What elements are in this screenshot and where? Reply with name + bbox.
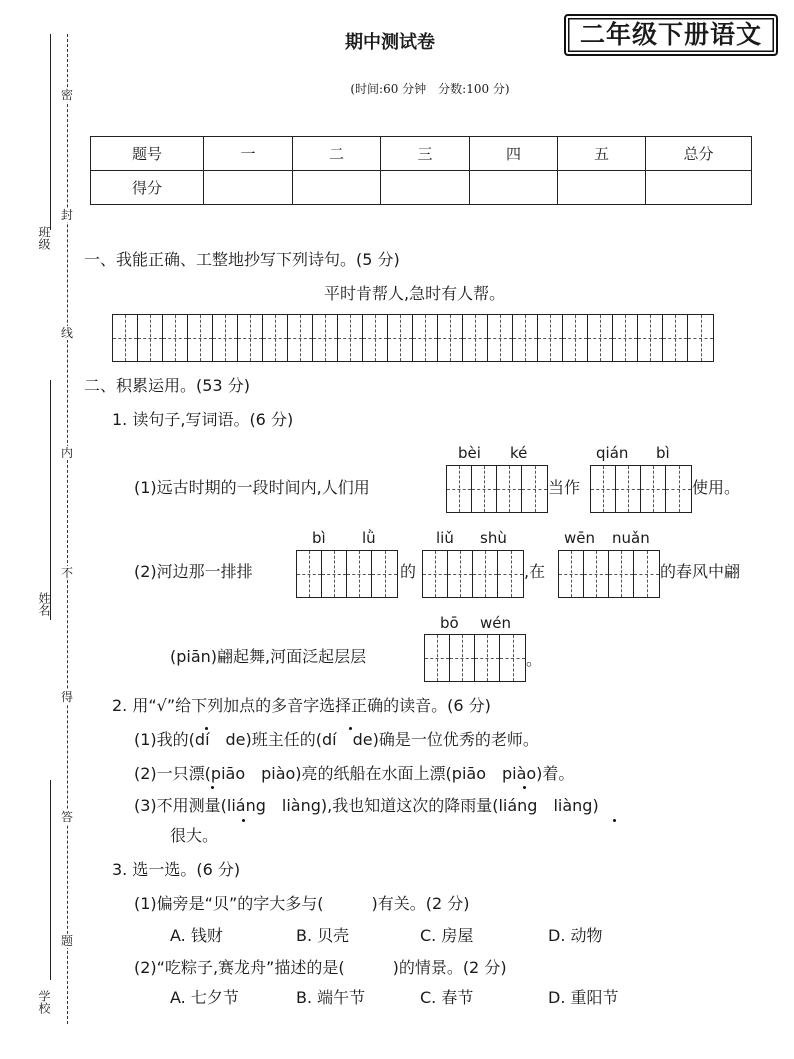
- margin-line: [50, 34, 51, 230]
- sentence-1-part-a: (1)远古时期的一段时间内,人们用: [134, 478, 370, 497]
- seal-char: 内: [60, 446, 73, 460]
- exam-meta: (时间:60 分钟 分数:100 分): [350, 82, 510, 96]
- pinyin: nuǎn: [612, 529, 650, 547]
- option-b[interactable]: B. 贝壳: [296, 926, 350, 945]
- score-row-label: 得分: [91, 171, 204, 205]
- answer-grid-beike[interactable]: [446, 465, 548, 513]
- pinyin: bō: [440, 614, 459, 632]
- copy-writing-grid[interactable]: [112, 314, 714, 362]
- cut-line: [67, 34, 68, 1024]
- option-c[interactable]: C. 房屋: [420, 926, 474, 945]
- part-1-title: 1. 读句子,写词语。(6 分): [112, 410, 294, 429]
- emphasis-dot: [349, 727, 352, 730]
- score-input-cell[interactable]: [646, 171, 752, 205]
- seal-char: 封: [60, 208, 73, 222]
- sentence-2-part-a: (2)河边那一排排: [134, 562, 253, 581]
- score-table-score-row: [91, 171, 752, 205]
- sentence-1-part-b: 当作: [548, 478, 581, 497]
- sentence-3-part-b: 。: [526, 650, 543, 669]
- polyphone-line-3: (3)不用测量(liáng liàng),我也知道这次的降雨量(liáng liàng): [134, 796, 599, 815]
- score-header-cell: 二: [293, 137, 381, 171]
- sentence-2-part-c: ,在: [524, 562, 546, 581]
- pinyin: bì: [312, 529, 326, 547]
- emphasis-dot: [613, 819, 616, 822]
- score-table: [90, 136, 752, 205]
- polyphone-line-2: (2)一只漂(piāo piào)亮的纸船在水面上漂(piāo piào)着。: [134, 764, 575, 783]
- pinyin: bì: [656, 444, 670, 462]
- class-field-label: 班级: [37, 226, 51, 250]
- score-header-cell: 四: [470, 137, 558, 171]
- option-d[interactable]: D. 动物: [548, 926, 603, 945]
- part-3-title: 3. 选一选。(6 分): [112, 860, 241, 879]
- page-title: 期中测试卷: [345, 32, 435, 53]
- pinyin: ké: [510, 444, 528, 462]
- answer-grid-bilu[interactable]: [296, 550, 398, 598]
- sentence-1-part-c: 使用。: [692, 478, 741, 497]
- score-header-cell: 总分: [646, 137, 752, 171]
- polyphone-line-1: (1)我的(dí de)班主任的(dí de)确是一位优秀的老师。: [134, 730, 539, 749]
- option-d[interactable]: D. 重阳节: [548, 988, 619, 1007]
- score-header-cell: 一: [204, 137, 293, 171]
- emphasis-dot: [523, 786, 526, 789]
- pinyin: qián: [596, 444, 629, 462]
- margin-line: [50, 380, 51, 620]
- option-a[interactable]: A. 钱财: [170, 926, 223, 945]
- seal-char: 答: [60, 810, 73, 824]
- pinyin: shù: [480, 529, 507, 547]
- margin-line: [50, 780, 51, 980]
- seal-char: 题: [60, 934, 73, 948]
- seal-char: 不: [60, 566, 73, 580]
- choice-question-1: (1)偏旁是“贝”的字大多与( )有关。(2 分): [134, 894, 470, 913]
- emphasis-dot: [205, 727, 208, 730]
- score-input-cell[interactable]: [204, 171, 293, 205]
- pinyin: lǜ: [362, 529, 376, 547]
- seal-char: 线: [60, 326, 73, 340]
- pinyin: bèi: [458, 444, 481, 462]
- answer-grid-wennuan[interactable]: [558, 550, 660, 598]
- sentence-2-part-b: 的: [400, 562, 417, 581]
- emphasis-dot: [211, 786, 214, 789]
- option-a[interactable]: A. 七夕节: [170, 988, 239, 1007]
- pinyin: wēn: [564, 529, 596, 547]
- score-header-cell: 三: [381, 137, 470, 171]
- score-header-cell: 五: [558, 137, 646, 171]
- polyphone-line-3-continued: 很大。: [170, 826, 219, 845]
- answer-grid-liushu[interactable]: [422, 550, 524, 598]
- sentence-3-part-a: (piān)翩起舞,河面泛起层层: [170, 647, 367, 666]
- name-field-label: 姓名: [37, 592, 51, 616]
- section-2-title: 二、积累运用。(53 分): [84, 376, 250, 395]
- score-input-cell[interactable]: [558, 171, 646, 205]
- school-field-label: 学校: [37, 990, 51, 1014]
- seal-char: 密: [60, 88, 73, 102]
- option-b[interactable]: B. 端午节: [296, 988, 366, 1007]
- score-header-cell: 题号: [91, 137, 204, 171]
- option-c[interactable]: C. 春节: [420, 988, 474, 1007]
- sentence-2-part-d: 的春风中翩: [660, 562, 741, 581]
- score-input-cell[interactable]: [293, 171, 381, 205]
- answer-grid-bowen[interactable]: [424, 634, 526, 682]
- section-1-title: 一、我能正确、工整地抄写下列诗句。(5 分): [84, 250, 400, 269]
- answer-grid-qianbi[interactable]: [590, 465, 692, 513]
- score-input-cell[interactable]: [470, 171, 558, 205]
- seal-char: 得: [60, 690, 73, 704]
- score-table-header-row: [91, 137, 752, 171]
- choice-question-2: (2)“吃粽子,赛龙舟”描述的是( )的情景。(2 分): [134, 958, 507, 977]
- grade-badge: 二年级下册语文: [564, 14, 778, 56]
- poem-line: 平时肯帮人,急时有人帮。: [324, 284, 506, 303]
- pinyin: liǔ: [436, 529, 454, 547]
- part-2-title: 2. 用“√”给下列加点的多音字选择正确的读音。(6 分): [112, 696, 491, 715]
- pinyin: wén: [480, 614, 512, 632]
- emphasis-dot: [242, 819, 245, 822]
- score-input-cell[interactable]: [381, 171, 470, 205]
